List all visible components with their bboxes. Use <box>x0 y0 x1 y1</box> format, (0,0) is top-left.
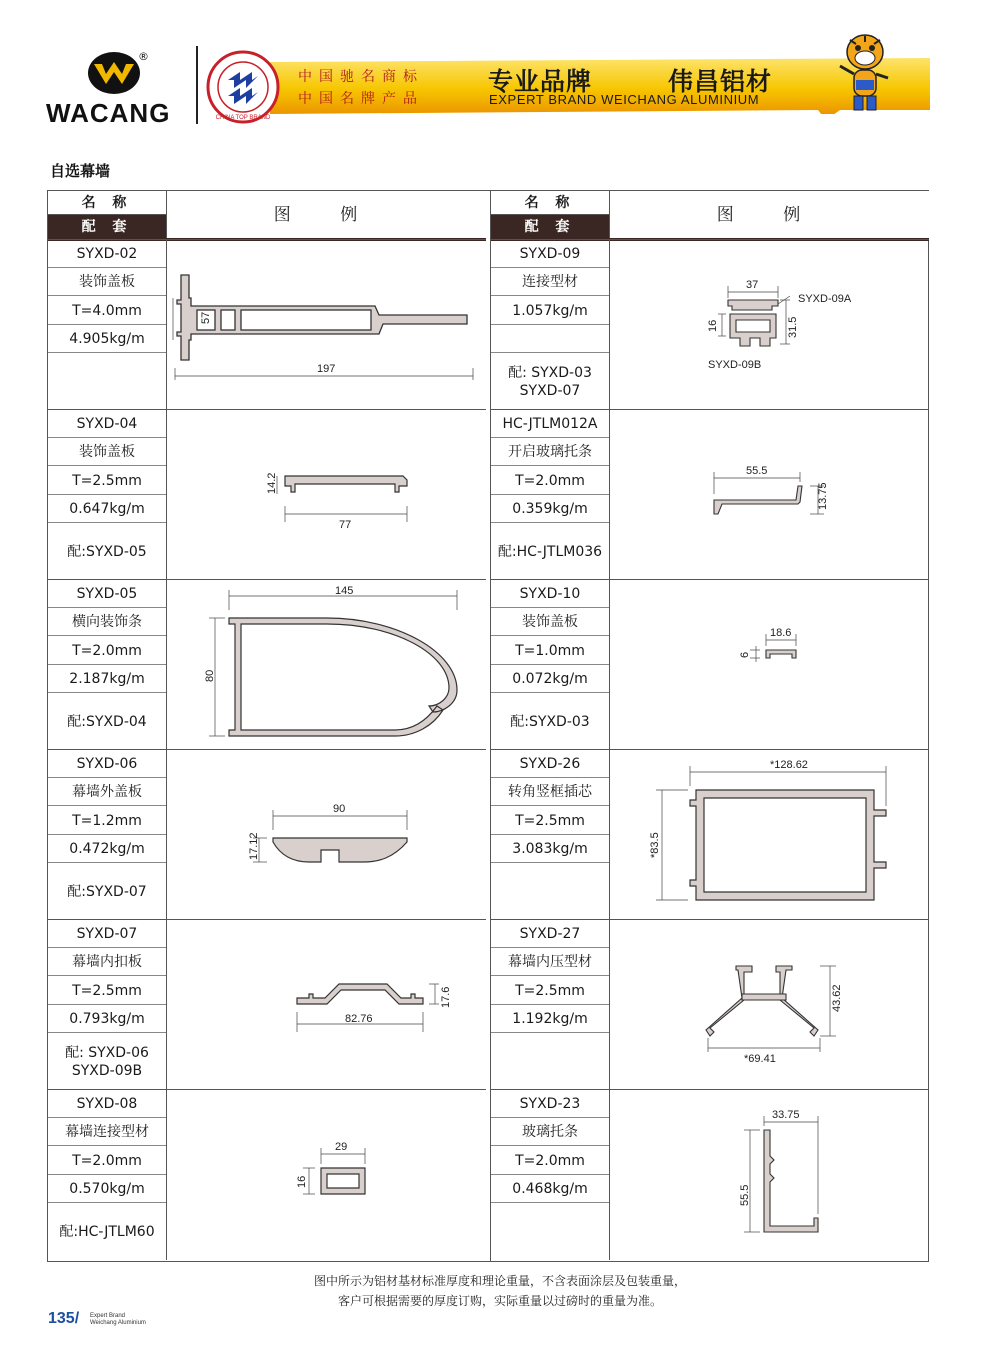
footer-brand-line2: Weichang Aluminium <box>90 1320 146 1326</box>
profile-table <box>47 190 929 1262</box>
profile-name: 玻璃托条 <box>491 1118 609 1146</box>
profile-fit: 配:SYXD-05 <box>67 543 147 560</box>
profile-name: 连接型材 <box>491 268 609 296</box>
dim-label: 82.76 <box>345 1013 373 1025</box>
profile-weight: 0.647kg/m <box>48 495 166 523</box>
profile-code: SYXD-23 <box>491 1090 609 1118</box>
header-slogan: 专业品牌 <box>488 67 593 96</box>
dim-label: 197 <box>317 363 336 375</box>
profile-code: SYXD-04 <box>48 410 166 438</box>
profile-entry <box>491 749 929 919</box>
china-top-brand-seal-icon <box>206 50 280 124</box>
profile-fit: 配:SYXD-04 <box>67 713 147 730</box>
dim-label: 37 <box>746 279 759 291</box>
header-slogan-en: EXPERT BRAND WEICHANG ALUMINIUM <box>489 92 760 107</box>
profile-drawing <box>609 1090 929 1260</box>
profile-thickness: T=2.5mm <box>491 807 609 835</box>
dim-label: *69.41 <box>744 1053 776 1065</box>
profile-thickness: T=2.5mm <box>48 977 166 1005</box>
header-divider <box>196 46 198 124</box>
profile-fit: 配:HC-JTLM60 <box>59 1223 155 1240</box>
profile-thickness: T=2.5mm <box>491 977 609 1005</box>
profile-drawing <box>166 920 486 1090</box>
profile-thickness: T=2.0mm <box>48 637 166 665</box>
dim-label: 90 <box>333 803 346 815</box>
profile-thickness: T=2.5mm <box>48 467 166 495</box>
profile-name: 装饰盖板 <box>48 268 166 296</box>
header-name: 名 称 <box>491 191 609 215</box>
profile-code: SYXD-05 <box>48 580 166 608</box>
profile-name: 幕墙外盖板 <box>48 778 166 806</box>
profile-drawing <box>166 410 486 580</box>
dim-label: 145 <box>335 585 354 597</box>
table-right-half <box>490 191 928 1261</box>
profile-code: SYXD-09 <box>491 240 609 268</box>
dim-label: 55.5 <box>739 1184 751 1206</box>
profile-code: SYXD-02 <box>48 240 166 268</box>
profile-weight: 0.072kg/m <box>491 665 609 693</box>
profile-thickness: T=2.0mm <box>491 1147 609 1175</box>
tiger-mascot-icon <box>836 30 894 114</box>
header-fit: 配 套 <box>491 215 609 239</box>
profile-thickness: T=4.0mm <box>48 297 166 325</box>
profile-name: 装饰盖板 <box>48 438 166 466</box>
profile-drawing <box>609 750 929 920</box>
profile-thickness: T=2.0mm <box>48 1147 166 1175</box>
logo-text: WACANG <box>46 98 171 128</box>
header-figure: 图 例 <box>166 191 486 239</box>
wacang-logo-icon <box>86 50 142 96</box>
dim-label: 31.5 <box>787 316 799 338</box>
dim-label: SYXD-09A <box>798 293 852 305</box>
profile-drawing <box>166 750 486 920</box>
header-figure: 图 例 <box>609 191 929 239</box>
profile-entry <box>48 579 486 749</box>
profile-drawing <box>166 240 486 410</box>
dim-label: 18.6 <box>770 627 792 639</box>
page-header <box>0 0 1000 140</box>
header-fit: 配 套 <box>48 215 166 239</box>
profile-thickness: T=1.2mm <box>48 807 166 835</box>
profile-thickness: T=2.0mm <box>491 467 609 495</box>
profile-code: SYXD-06 <box>48 750 166 778</box>
profile-fit: 配: SYXD-03 SYXD-07 <box>508 364 592 399</box>
profile-fit: 配:SYXD-07 <box>67 883 147 900</box>
profile-drawing <box>609 240 929 410</box>
profile-fit: 配:HC-JTLM036 <box>497 543 603 560</box>
profile-name: 装饰盖板 <box>491 608 609 636</box>
profile-code: SYXD-10 <box>491 580 609 608</box>
profile-fit <box>491 1203 609 1260</box>
dim-label: 14.2 <box>266 472 278 494</box>
dim-label: 57 <box>200 311 212 324</box>
profile-name: 幕墙内压型材 <box>491 948 609 976</box>
footer-brand-line1: Expert Brand <box>90 1313 126 1319</box>
dim-label: 13.75 <box>817 482 829 510</box>
profile-code: SYXD-26 <box>491 750 609 778</box>
registered-mark: ® <box>138 50 149 63</box>
profile-fit <box>491 863 609 920</box>
profile-name: 幕墙内扣板 <box>48 948 166 976</box>
dim-label: 29 <box>335 1141 348 1153</box>
footnote-line2: 客户可根据需要的厚度订购，实际重量以过磅时的重量为准。 <box>337 1294 662 1308</box>
profile-code: SYXD-08 <box>48 1090 166 1118</box>
profile-entry <box>491 409 929 579</box>
profile-name: 横向装饰条 <box>48 608 166 636</box>
profile-name: 转角竖框插芯 <box>491 778 609 806</box>
profile-name: 开启玻璃托条 <box>491 438 609 466</box>
profile-entry <box>48 1089 486 1261</box>
profile-drawing <box>166 1090 486 1260</box>
dim-label: *83.5 <box>649 832 661 858</box>
dim-label: 43.62 <box>831 984 843 1012</box>
dim-label: 6 <box>739 651 751 658</box>
profile-weight: 0.793kg/m <box>48 1005 166 1033</box>
dim-label: 17.6 <box>440 986 452 1008</box>
dim-label: 16 <box>296 1175 308 1188</box>
dim-label: 77 <box>339 519 352 531</box>
profile-drawing <box>609 580 929 750</box>
profile-entry <box>48 919 486 1089</box>
profile-weight: 0.570kg/m <box>48 1175 166 1203</box>
profile-weight: 0.472kg/m <box>48 835 166 863</box>
header-name: 名 称 <box>48 191 166 215</box>
profile-weight: 0.359kg/m <box>491 495 609 523</box>
dim-label: 16 <box>707 319 719 332</box>
profile-weight <box>491 325 609 353</box>
profile-entry <box>48 749 486 919</box>
profile-weight: 3.083kg/m <box>491 835 609 863</box>
page-number: 135/ <box>48 1310 80 1327</box>
profile-weight: 2.187kg/m <box>48 665 166 693</box>
profile-entry <box>491 579 929 749</box>
profile-code: SYXD-27 <box>491 920 609 948</box>
profile-entry <box>491 239 929 409</box>
seal-text: CHINA TOP BRAND <box>215 115 271 121</box>
profile-fit: 配:SYXD-03 <box>510 713 590 730</box>
profile-weight: 0.468kg/m <box>491 1175 609 1203</box>
dim-label: 55.5 <box>746 465 768 477</box>
profile-thickness: T=1.0mm <box>491 637 609 665</box>
profile-entry <box>491 1089 929 1261</box>
header-cn-line1: 中国驰名商标 <box>298 69 424 85</box>
dim-label: 80 <box>204 669 216 682</box>
footnote-line1: 图中所示为铝材基材标准厚度和理论重量，不含表面涂层及包装重量， <box>313 1274 686 1288</box>
profile-drawing <box>166 580 486 750</box>
profile-fit: 配: SYXD-06 SYXD-09B <box>65 1044 149 1079</box>
profile-name: 幕墙连接型材 <box>48 1118 166 1146</box>
profile-entry <box>48 409 486 579</box>
dim-label: *128.62 <box>770 759 808 771</box>
section-title: 自选幕墙 <box>50 162 111 180</box>
profile-drawing <box>609 920 929 1090</box>
dim-label: SYXD-09B <box>708 359 762 371</box>
profile-entry <box>48 239 486 409</box>
footer-brand <box>90 1313 146 1327</box>
profile-entry <box>491 919 929 1089</box>
profile-code: SYXD-07 <box>48 920 166 948</box>
table-left-half <box>48 191 486 1261</box>
profile-fit <box>491 1033 609 1090</box>
header-cn-line2: 中国名牌产品 <box>298 91 424 107</box>
profile-thickness: 1.057kg/m <box>491 297 609 325</box>
profile-fit <box>48 353 166 410</box>
profile-drawing <box>609 410 929 580</box>
header-brand: 伟昌铝材 <box>668 67 773 96</box>
dim-label: 33.75 <box>772 1109 800 1121</box>
dim-label: 17.12 <box>248 832 260 860</box>
profile-weight: 1.192kg/m <box>491 1005 609 1033</box>
profile-weight: 4.905kg/m <box>48 325 166 353</box>
profile-code: HC-JTLM012A <box>491 410 609 438</box>
